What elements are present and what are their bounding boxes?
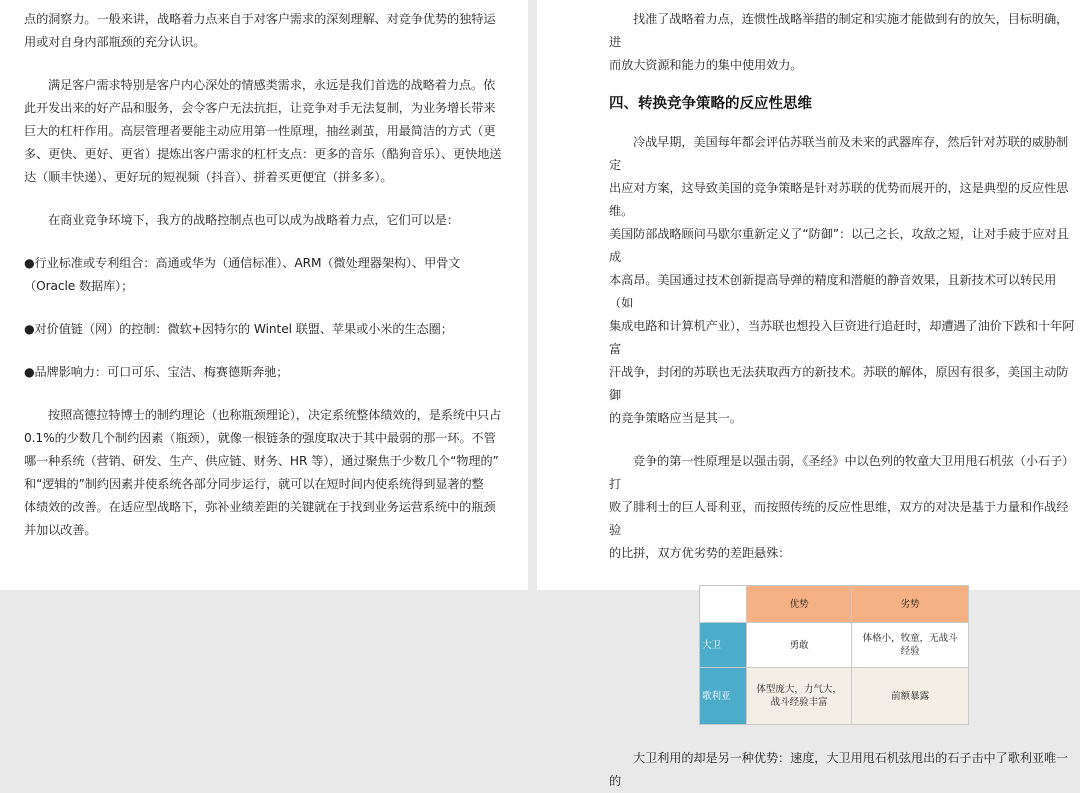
paragraph-line: 在商业竞争环境下，我方的战略控制点也可以成为战略着力点，它们可以是：: [48, 213, 459, 227]
spacer: [24, 232, 516, 252]
paragraph-line: 按照高德拉特博士的制约理论（也称瓶颈理论），决定系统整体绩效的，是系统中只占: [48, 408, 502, 422]
paragraph-line: 本高昂。美国通过技术创新提高导弹的精度和潜艇的静音效果，且新技术可以转民用（如: [609, 273, 1057, 310]
comparison-table: [699, 585, 969, 725]
spacer: [24, 298, 516, 318]
paragraph-line: 大卫利用的却是另一种优势：速度，大卫用甩石机弦甩出的石子击中了歌利亚唯一的: [609, 751, 1069, 788]
spacer: [609, 77, 1080, 91]
left-page: [0, 0, 528, 590]
paragraph-line: （Oracle 数据库）；: [24, 279, 134, 293]
paragraph-line: 的比拼，双方优劣势的差距悬殊：: [609, 546, 791, 560]
paragraph-line: 的竞争策略应当是其一。: [609, 411, 742, 425]
paragraph-line: 而放大资源和能力的集中使用效力。: [609, 58, 803, 72]
paragraph-line: 点的洞察力。一般来讲，战略着力点来自于对客户需求的深刻理解、对竞争优势的独特运: [24, 12, 496, 26]
section-heading: 四、转换竞争策略的反应性思维: [609, 96, 812, 112]
paragraph-line: 多、更快、更好、更省）提炼出客户需求的杠杆支点：更多的音乐（酷狗音乐）、更快地送: [24, 147, 502, 161]
paragraph-line: 竞争的第一性原理是以强击弱，《圣经》中以色列的牧童大卫用甩石机弦（小石子）打: [609, 454, 1075, 491]
paragraph-line: 此开发出来的好产品和服务，会令客户无法抗拒，让竞争对手无法复制，为业务增长带来: [24, 101, 496, 115]
paragraph-line: 出应对方案，这导致美国的竞争策略是针对苏联的优势而展开的，这是典型的反应性思维。: [609, 181, 1069, 218]
table-header-weakness: 劣势: [852, 586, 969, 623]
table-header-row: [700, 586, 969, 623]
spacer: [24, 341, 516, 361]
spacer: [24, 189, 516, 209]
spacer: [609, 430, 1080, 450]
paragraph-line: 用或对自身内部瓶颈的充分认识。: [24, 35, 206, 49]
bullet-item: ●对价值链（网）的控制：微软+因特尔的 Wintel 联盟、苹果或小米的生态圈；: [24, 322, 453, 336]
paragraph-line: 汗战争，封闭的苏联也无法获取西方的新技术。苏联的解体，原因有很多，美国主动防御: [609, 365, 1069, 402]
table-row: [700, 668, 969, 725]
paragraph-line: 体绩效的改善。在适应型战略下，弥补业绩差距的关键就在于找到业务运营系统中的瓶颈: [24, 500, 496, 514]
bullet-icon: ●: [24, 322, 35, 336]
paragraph-line: 并加以改善。: [24, 523, 97, 537]
table-corner-cell: [700, 586, 747, 623]
paragraph-line: 美国防部战略顾问马歇尔重新定义了“防御”：以己之长，攻敌之短，让对手疲于应对且成: [609, 227, 1069, 264]
paragraph-line: 冷战早期，美国每年都会评估苏联当前及未来的武器库存，然后针对苏联的威胁制定: [609, 135, 1069, 172]
paragraph-line: 巨大的杠杆作用。高层管理者要能主动应用第一性原理，抽丝剥茧，用最简洁的方式（更: [24, 124, 496, 138]
spacer: [609, 725, 1080, 747]
paragraph-line: 达（顺丰快递）、更好玩的短视频（抖音）、拼着买更便宜（拼多多）。: [24, 170, 393, 184]
table-row-header: 大卫: [700, 623, 747, 668]
table-cell: 体格小，牧童，无战斗 经验: [852, 623, 969, 668]
table-cell: 勇敢: [747, 623, 852, 668]
bullet-item: ●行业标准或专利组合：高通或华为（通信标准）、ARM（微处理器架构）、甲骨文: [24, 256, 461, 270]
paragraph-line: 败了腓利士的巨人哥利亚，而按照传统的反应性思维，双方的对决是基于力量和作战经验: [609, 500, 1069, 537]
spacer: [24, 384, 516, 404]
paragraph-line: 0.1%的少数几个制约因素（瓶颈），就像一根链条的强度取决于其中最弱的那一环。不管: [24, 431, 496, 445]
paragraph-line: 集成电路和计算机产业），当苏联也想投入巨资进行追赶时，却遭遇了油价下跌和十年阿富: [609, 319, 1075, 356]
paragraph-line: 找准了战略着力点，连惯性战略举措的制定和实施才能做到有的放矢，目标明确，进: [609, 12, 1069, 49]
bullet-icon: ●: [24, 365, 35, 379]
right-page: [537, 0, 1080, 788]
paragraph-line: 和“逻辑的”制约因素并使系统各部分同步运行，就可以在短时间内使系统得到显著的整: [24, 477, 484, 491]
table-header-strength: 优势: [747, 586, 852, 623]
table-row-header: 歌利亚: [700, 668, 747, 725]
table-cell: 前额暴露: [852, 668, 969, 725]
table-cell: 体型庞大，力气大， 战斗经验丰富: [747, 668, 852, 725]
bullet-item: ●品牌影响力：可口可乐、宝洁、梅赛德斯奔驰；: [24, 365, 289, 379]
spacer: [609, 565, 1080, 585]
spacer: [24, 54, 516, 74]
paragraph-line: 满足客户需求特别是客户内心深处的情感类需求，永远是我们首选的战略着力点。依: [48, 78, 496, 92]
paragraph-line: 哪一种系统（营销、研发、生产、供应链、财务、HR 等），通过聚焦于少数几个“物理的”: [24, 454, 499, 468]
bullet-icon: ●: [24, 256, 35, 270]
spacer: [609, 117, 1080, 131]
table-row: [700, 623, 969, 668]
